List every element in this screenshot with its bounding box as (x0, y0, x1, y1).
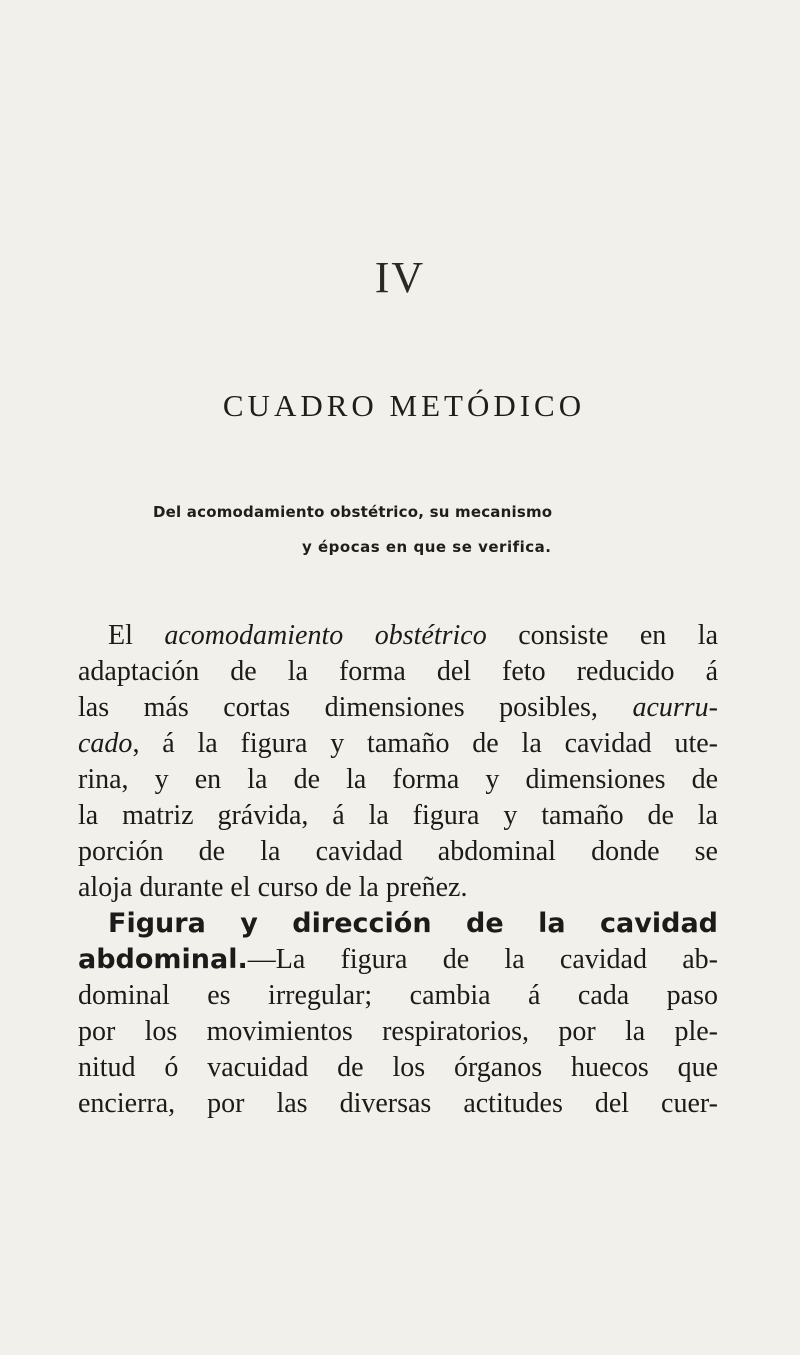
text-run: las más cortas dimensiones posibles, (78, 692, 633, 723)
text-run: consiste en la (486, 620, 718, 651)
paragraph-1-line-8: aloja durante el curso de la preñez. (78, 872, 468, 903)
paragraph-2-line-5: nitud ó vacuidad de los órganos huecos que (78, 1052, 718, 1083)
section-heading-line-1: Figura y dirección de la cavidad (108, 908, 718, 939)
paragraph-1-line-6: la matriz grávida, á la figura y tamaño de la (78, 800, 718, 831)
paragraph-2-line-3: dominal es irregular; cambia á cada paso (78, 980, 718, 1011)
chapter-title: CUADRO METÓDICO (222, 388, 586, 423)
paragraph-1-line-3 (78, 690, 718, 726)
paragraph-1-line-1 (78, 618, 718, 654)
paragraph-1-line-2: adaptación de la forma del feto reducido á (78, 656, 718, 687)
paragraph-2-line-4: por los movimientos respiratorios, por la ple- (78, 1016, 718, 1047)
paragraph-1-line-4 (78, 726, 718, 762)
text-run: El (108, 620, 165, 651)
italic-term: acurru- (632, 692, 718, 723)
paragraph-2 (78, 906, 718, 1122)
text-run: , á la figura y tamaño de la cavidad ute- (132, 728, 718, 759)
paragraph-2-line-2 (78, 942, 718, 978)
chapter-subtitle-line-1: Del acomodamiento obstétrico, su mecanismo (153, 503, 553, 521)
italic-term: acomodamiento obstétrico (164, 620, 487, 651)
chapter-number: IV (374, 253, 426, 302)
section-heading-line-2: abdominal. (78, 944, 248, 975)
paragraph-1 (78, 618, 718, 906)
italic-term: cado (78, 728, 133, 759)
paragraph-1-line-5: rina, y en la de la forma y dimensiones de (78, 764, 718, 795)
text-run: —La figura de la cavidad ab- (247, 944, 718, 975)
paragraph-2-line-6: encierra, por las diversas actitudes del cuer- (78, 1088, 718, 1119)
paragraph-1-line-7: porción de la cavidad abdominal donde se (78, 836, 718, 867)
chapter-subtitle-line-2: y épocas en que se verifica. (302, 538, 552, 556)
